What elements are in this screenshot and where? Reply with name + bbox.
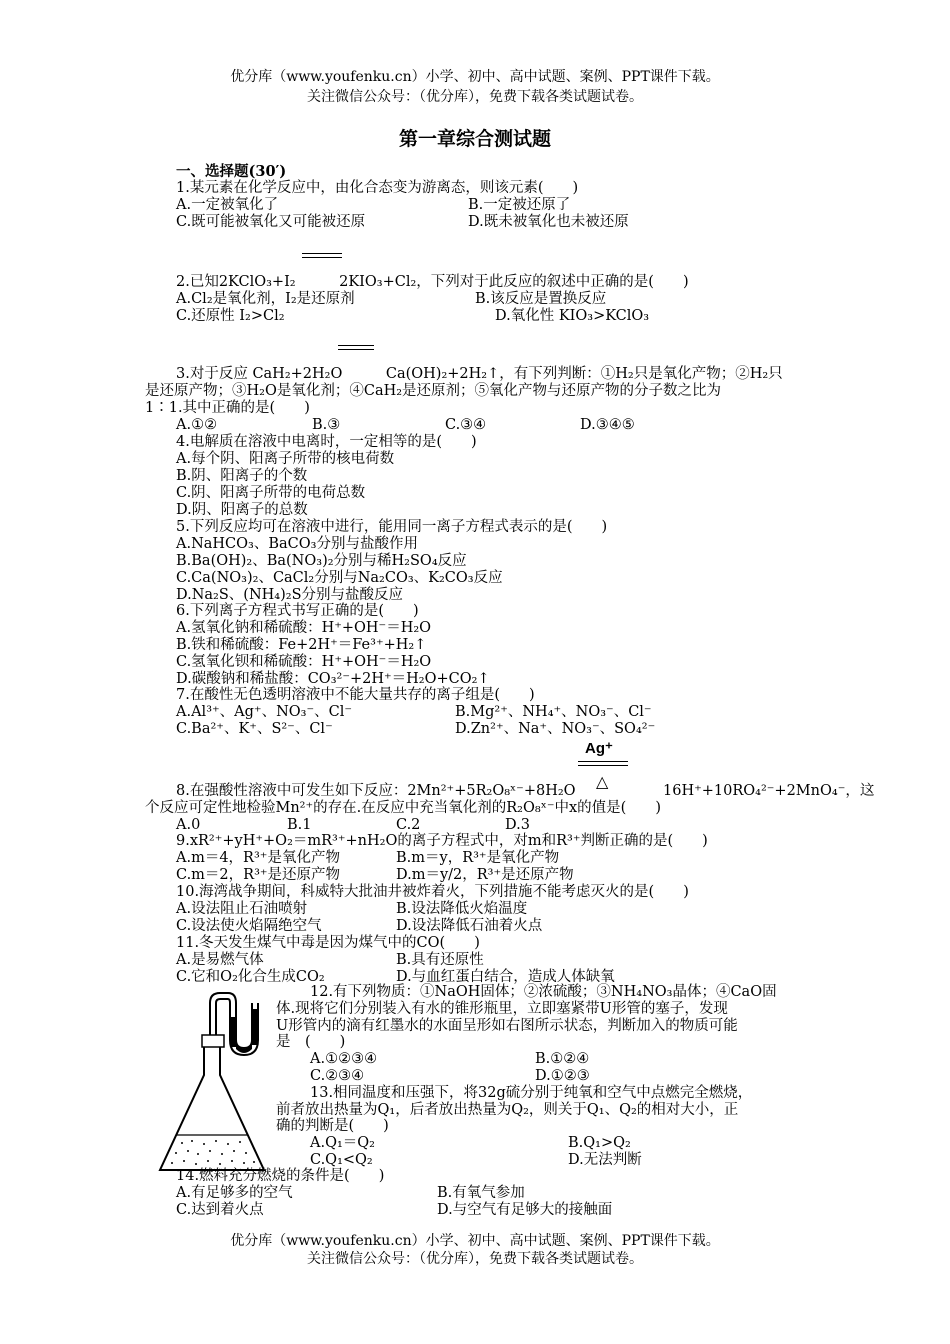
option-4b: B.阴、阳离子的个数 [176, 468, 308, 484]
option-2c: C.还原性 I₂>Cl₂ [176, 308, 285, 324]
option-11a: A.是易燃气体 [176, 952, 264, 968]
option-9d: D.m＝y/2，R³⁺是还原产物 [396, 867, 574, 883]
option-11c: C.它和O₂化合生成CO₂ [176, 969, 325, 985]
question-6: 6.下列离子方程式书写正确的是( ) [176, 603, 419, 619]
question-1: 1.某元素在化学反应中，由化合态变为游离态，则该元素( ) [176, 180, 579, 196]
page-title: 第一章综合测试题 [398, 128, 551, 150]
header-line-2: 关注微信公众号：（优分库），免费下载各类试题试卷。 [307, 89, 643, 105]
option-9b: B.m＝y，R³⁺是氧化产物 [396, 850, 560, 866]
equal-sign-bottom [338, 349, 374, 350]
option-10a: A.设法阻止石油喷射 [176, 901, 308, 917]
question-14: 14.燃料充分燃烧的条件是( ) [176, 1168, 385, 1184]
option-14d: D.与空气有足够大的接触面 [437, 1202, 613, 1218]
option-10d: D.设法降低石油着火点 [396, 918, 543, 934]
equal-sign-top [338, 345, 374, 346]
question-8-line-1a: 8.在强酸性溶液中可发生如下反应：2Mn²⁺+5R₂O₈ˣ⁻+8H₂O [176, 783, 576, 799]
question-13-line-3: 确的判断是( ) [276, 1118, 389, 1134]
option-14a: A.有足够多的空气 [176, 1185, 293, 1201]
option-12d: D.①②③ [535, 1068, 590, 1084]
option-8a: A.0 [176, 817, 201, 833]
equal-sign-bottom [578, 765, 628, 766]
option-11b: B.具有还原性 [396, 952, 484, 968]
question-2: 2.已知2KClO₃+I₂ 2KIO₃+Cl₂，下列对于此反应的叙述中正确的是( ) [176, 274, 689, 290]
question-4: 4.电解质在溶液中电离时，一定相等的是( ) [176, 434, 477, 450]
option-6a: A.氢氧化钠和稀硫酸：H⁺+OH⁻＝H₂O [176, 620, 432, 636]
question-8-line-1b: 16H⁺+10RO₄²⁻+2MnO₄⁻，这 [663, 783, 875, 799]
option-6d: D.碳酸钠和稀盐酸：CO₃²⁻+2H⁺＝H₂O+CO₂↑ [176, 671, 490, 687]
option-8d: D.3 [505, 817, 530, 833]
question-11: 11.冬天发生煤气中毒是因为煤气中的CO( ) [176, 935, 480, 951]
option-9c: C.m＝2，R³⁺是还原产物 [176, 867, 341, 883]
option-2d: D.氧化性 KIO₃>KClO₃ [495, 308, 650, 324]
option-2b: B.该反应是置换反应 [475, 291, 607, 307]
option-1a: A.一定被氧化了 [176, 197, 279, 213]
option-13d: D.无法判断 [568, 1152, 642, 1168]
question-10: 10.海湾战争期间，科威特大批油井被炸着火，下列措施不能考虑灭火的是( ) [176, 884, 689, 900]
option-3d: D.③④⑤ [580, 417, 635, 433]
option-10c: C.设法使火焰隔绝空气 [176, 918, 322, 934]
option-12a: A.①②③④ [310, 1051, 378, 1067]
option-1c: C.既可能被氧化又可能被还原 [176, 214, 366, 230]
option-5b: B.Ba(OH)₂、Ba(NO₃)₂分别与稀H₂SO₄反应 [176, 553, 467, 569]
question-3-line-3: 1∶1.其中正确的是( ) [145, 400, 310, 416]
option-8b: B.1 [287, 817, 312, 833]
flask-u-tube-figure [152, 985, 272, 1185]
option-11d: D.与血红蛋白结合，造成人体缺氧 [396, 969, 615, 985]
reaction-condition-catalyst: Ag⁺ [585, 740, 613, 757]
option-1b: B.一定被还原了 [468, 197, 571, 213]
heat-symbol: △ [596, 772, 609, 791]
option-1d: D.既未被氧化也未被还原 [468, 214, 629, 230]
option-9a: A.m＝4，R³⁺是氧化产物 [176, 850, 340, 866]
header-line-1: 优分库（www.youfenku.cn）小学、初中、高中试题、案例、PPT课件下载。 [230, 69, 720, 85]
option-7b: B.Mg²⁺、NH₄⁺、NO₃⁻、Cl⁻ [455, 704, 652, 720]
question-13-line-2: 前者放出热量为Q₁，后者放出热量为Q₂，则关于Q₁、Q₂的相对大小，正 [276, 1102, 739, 1118]
option-13b: B.Q₁>Q₂ [568, 1135, 631, 1151]
option-7a: A.Al³⁺、Ag⁺、NO₃⁻、Cl⁻ [176, 704, 352, 720]
question-12-line-1: 12.有下列物质：①NaOH固体；②浓硫酸；③NH₄NO₃晶体；④CaO固 [310, 984, 777, 1000]
section-heading: 一、选择题(30′) [176, 163, 287, 180]
question-5: 5.下列反应均可在溶液中进行，能用同一离子方程式表示的是( ) [176, 519, 608, 535]
equal-sign-top [578, 761, 628, 762]
option-12b: B.①②④ [535, 1051, 590, 1067]
option-13c: C.Q₁<Q₂ [310, 1152, 373, 1168]
option-14b: B.有氧气参加 [437, 1185, 525, 1201]
option-10b: B.设法降低火焰温度 [396, 901, 528, 917]
equal-sign-top [302, 253, 342, 254]
option-3c: C.③④ [445, 417, 487, 433]
question-12-line-2: 体.现将它们分别装入有水的锥形瓶里，立即塞紧带U形管的塞子，发现 [276, 1001, 728, 1017]
question-7: 7.在酸性无色透明溶液中不能大量共存的离子组是( ) [176, 687, 535, 703]
question-9: 9.xR²⁺+yH⁺+O₂＝mR³⁺+nH₂O的离子方程式中，对m和R³⁺判断正确的是( ) [176, 833, 708, 849]
option-7d: D.Zn²⁺、Na⁺、NO₃⁻、SO₄²⁻ [455, 721, 656, 737]
option-6b: B.铁和稀硫酸：Fe+2H⁺＝Fe³⁺+H₂↑ [176, 637, 427, 653]
equal-sign-bottom [302, 257, 342, 258]
option-4c: C.阴、阳离子所带的电荷总数 [176, 485, 366, 501]
footer-line-1: 优分库（www.youfenku.cn）小学、初中、高中试题、案例、PPT课件下载。 [230, 1233, 720, 1249]
question-12-line-3: U形管内的滴有红墨水的水面呈形如右图所示状态，判断加入的物质可能 [276, 1018, 738, 1034]
option-3b: B.③ [312, 417, 341, 433]
question-3-line-1: 3.对于反应 CaH₂+2H₂O Ca(OH)₂+2H₂↑，有下列判断：①H₂只是氧化产物；②H₂只 [176, 366, 783, 382]
option-5a: A.NaHCO₃、BaCO₃分别与盐酸作用 [176, 536, 418, 552]
question-3-line-2: 是还原产物；③H₂O是氧化剂；④CaH₂是还原剂；⑤氧化产物与还原产物的分子数之比为 [145, 383, 722, 399]
option-4a: A.每个阴、阳离子所带的核电荷数 [176, 451, 395, 467]
option-3a: A.①② [176, 417, 218, 433]
option-13a: A.Q₁＝Q₂ [310, 1135, 375, 1151]
option-8c: C.2 [396, 817, 421, 833]
option-2a: A.Cl₂是氧化剂，I₂是还原剂 [176, 291, 355, 307]
option-12c: C.②③④ [310, 1068, 365, 1084]
option-7c: C.Ba²⁺、K⁺、S²⁻、Cl⁻ [176, 721, 333, 737]
option-6c: C.氢氧化钡和稀硫酸：H⁺+OH⁻＝H₂O [176, 654, 432, 670]
option-5d: D.Na₂S、(NH₄)₂S分别与盐酸反应 [176, 587, 404, 603]
option-4d: D.阴、阳离子的总数 [176, 502, 308, 518]
question-8-line-2: 个反应可定性地检验Mn²⁺的存在.在反应中充当氧化剂的R₂O₈ˣ⁻中x的值是( ) [145, 800, 661, 816]
footer-line-2: 关注微信公众号：（优分库），免费下载各类试题试卷。 [307, 1251, 643, 1267]
option-5c: C.Ca(NO₃)₂、CaCl₂分别与Na₂CO₃、K₂CO₃反应 [176, 570, 503, 586]
question-12-line-4: 是 ( ) [276, 1034, 346, 1050]
question-13-line-1: 13.相同温度和压强下，将32g硫分别于纯氧和空气中点燃完全燃烧， [310, 1085, 753, 1101]
option-14c: C.达到着火点 [176, 1202, 264, 1218]
